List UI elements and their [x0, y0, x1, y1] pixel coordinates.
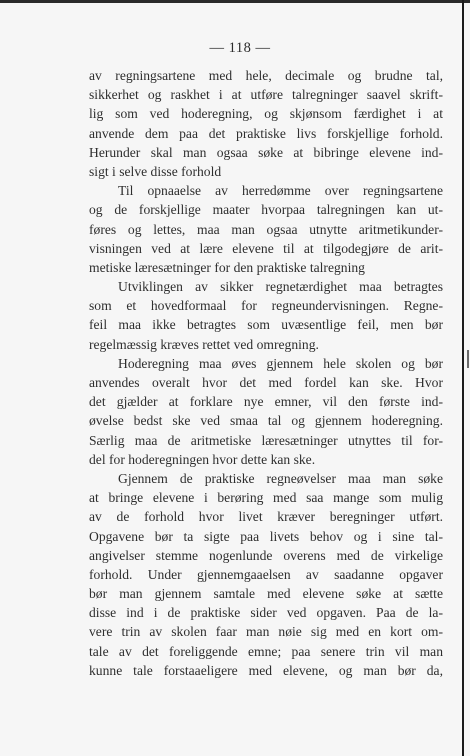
text-line: disse ind i de praktiske sider ved opgaven. Paa de la-	[89, 605, 443, 621]
text-line: det gjælder at forklare nye emner, vil den første ind-	[89, 394, 443, 410]
text-line: Særlig maa de aritmetiske læresætninger utnyttes til for-	[89, 432, 443, 448]
text-line: visningen ved at lære elevene til at tilgodegjøre de arit-	[89, 240, 443, 256]
text-line: Gjennem de praktiske regneøvelser maa man søke	[118, 470, 443, 486]
text-line: del for hoderegningen hvor dette kan ske.	[89, 451, 316, 467]
text-line: sikkerhet og raskhet i at utføre talregninger saavel skrift-	[89, 87, 443, 103]
text-line: vere trin av skolen faar man nøie sig med en kort om-	[89, 624, 443, 640]
text-line: og de forskjellige maater hvorpaa talregningen kan ut-	[89, 202, 443, 218]
body-text	[89, 66, 443, 680]
page-right-edge	[462, 0, 464, 756]
text-line: angivelser stemme nogenlunde overens med de virkelige	[89, 547, 443, 563]
text-line: bør man gjennem samtale med elevene søke at sætte	[89, 586, 443, 602]
text-line: kunne tale forstaaeligere med elevene, og man bør da,	[89, 662, 443, 678]
text-line: sigt i selve disse forhold	[89, 163, 222, 179]
text-line: Herunder skal man ogsaa søke at bibringe elevene ind-	[89, 144, 443, 160]
text-line: av de forhold hvor livet kræver beregninger utført.	[89, 509, 443, 525]
text-line: regelmæssig kræves rettet ved omregning.	[89, 336, 319, 352]
page-top-edge	[0, 0, 470, 3]
text-line: tale av det foreliggende emne; paa senere trin vil man	[89, 643, 443, 659]
text-line: av regningsartene med hele, decimale og brudne tal,	[89, 68, 443, 83]
text-line: Opgavene bør ta sigte paa livets behov og i sine tal-	[89, 528, 443, 544]
print-blot	[467, 350, 469, 368]
text-line: anvendes overalt hvor det med fordel kan ske. Hvor	[89, 375, 443, 390]
text-line: øvelse bedst ske ved smaa tal og gjennem hoderegning.	[89, 413, 443, 429]
text-line: metiske læresætninger for den praktiske talregning	[89, 259, 365, 275]
text-line: Hoderegning maa øves gjennem hele skolen og bør	[118, 355, 443, 371]
page-number: — 118 —	[209, 40, 271, 56]
text-line: Til opnaaelse av herredømme over regningsartene	[118, 183, 443, 199]
text-line: feil maa ikke betragtes som uvæsentlige feil, men bør	[89, 317, 443, 333]
text-line: føres og lettes, maa man ogsaa utnytte aritmetikunder-	[89, 221, 443, 237]
text-line: anvende dem paa det praktiske livs forskjellige forhold.	[89, 125, 443, 141]
text-line: som et hovedformaal for regneundervisningen. Regne-	[89, 298, 443, 314]
text-line: Utviklingen av sikker regnetærdighet maa betragtes	[118, 279, 443, 295]
text-line: forhold. Under gjennemgaaelsen av saadanne opgaver	[89, 566, 443, 582]
text-line: lig som ved hoderegning, og skjønsom færdighet i at	[89, 106, 443, 122]
text-line: at bringe elevene i berøring med saa mange som mulig	[89, 490, 443, 506]
